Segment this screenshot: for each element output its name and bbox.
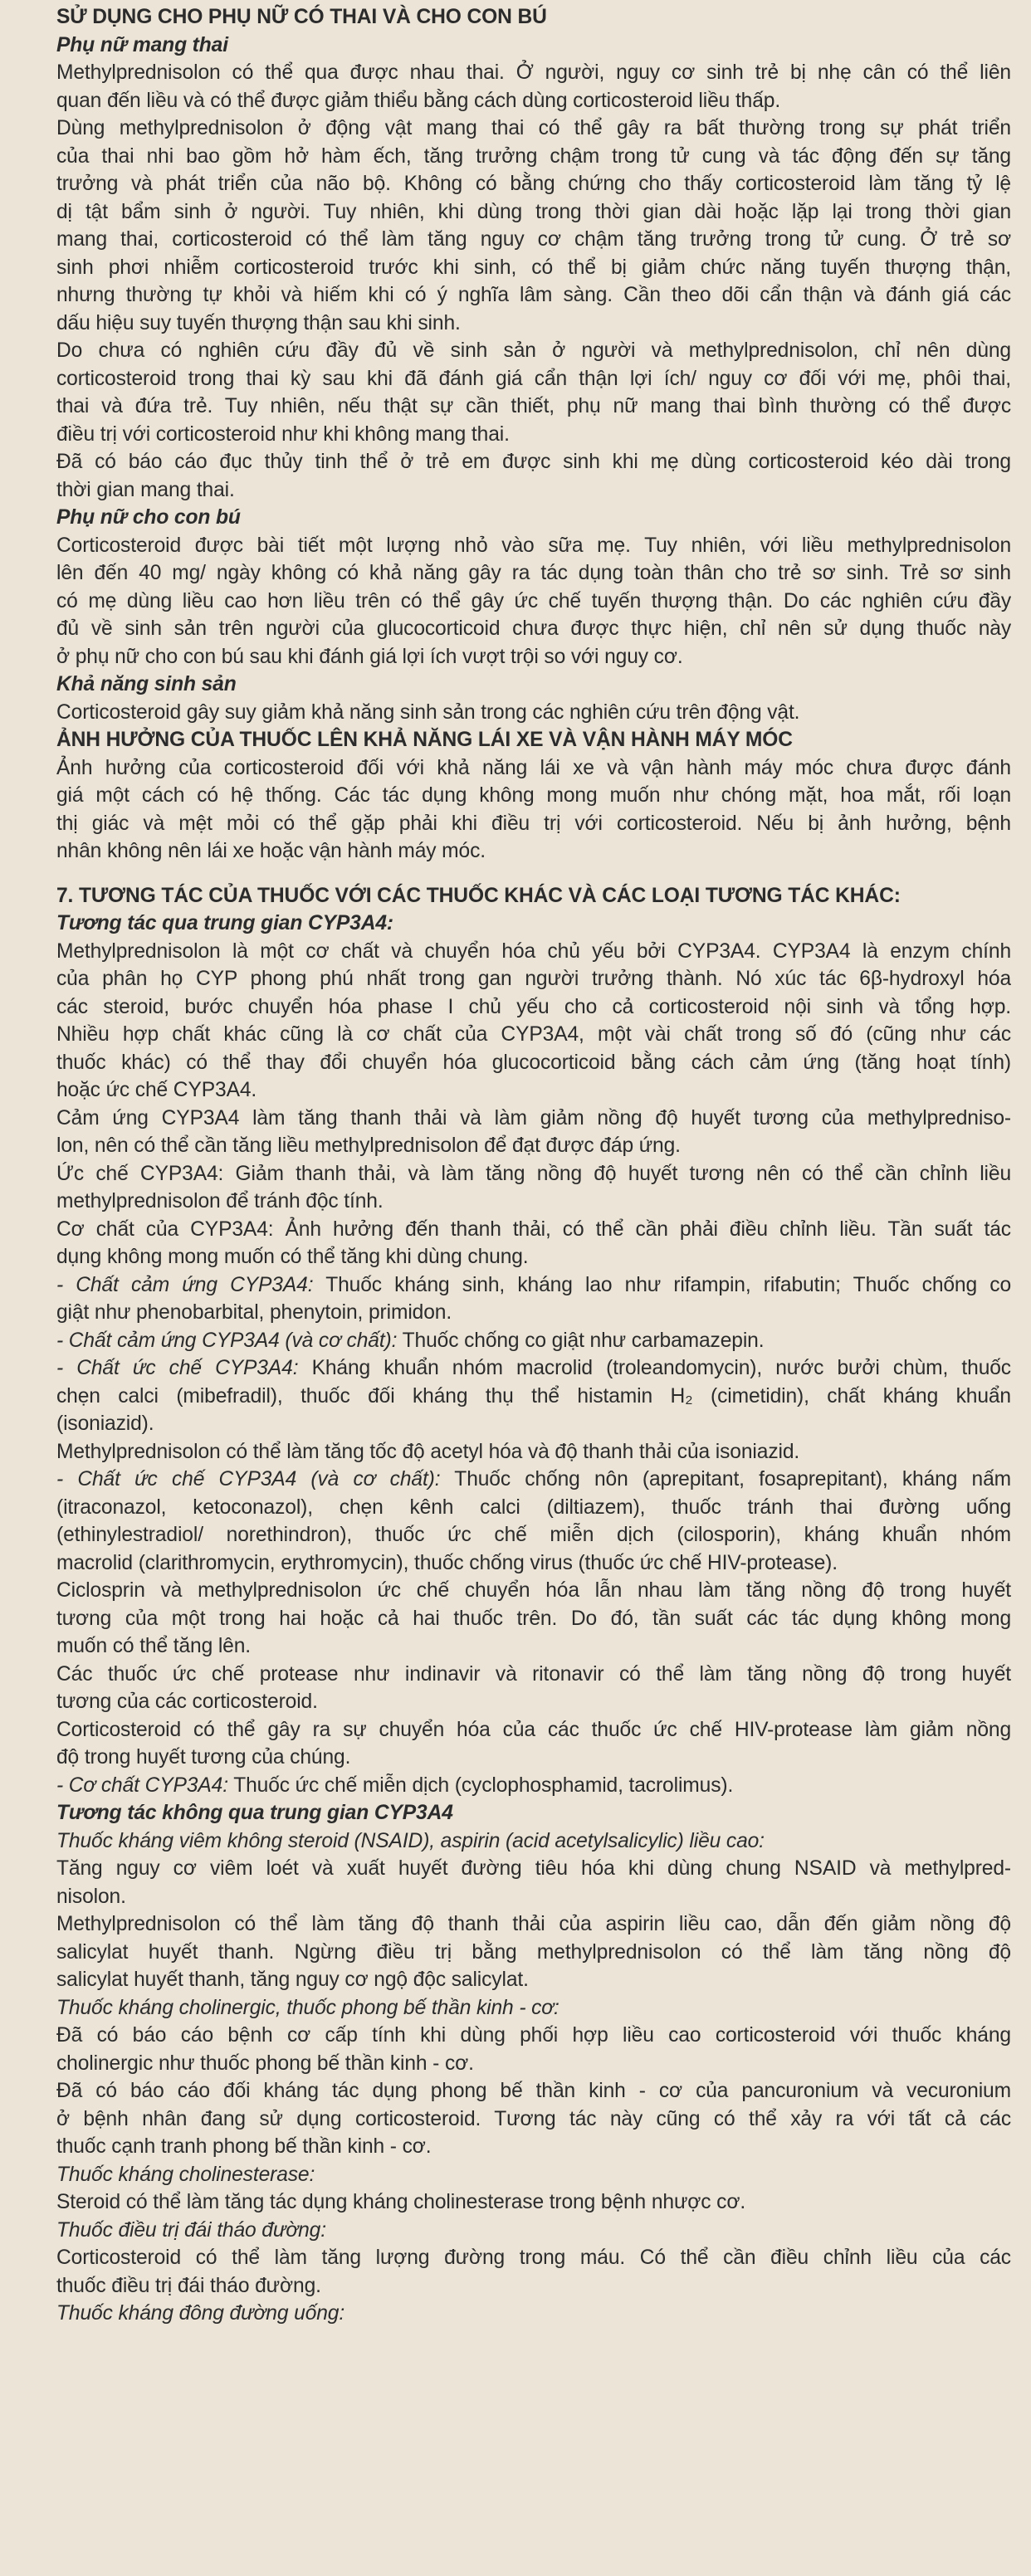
item-lead: - Chất ức chế CYP3A4:	[56, 1357, 299, 1379]
body-text-line: Methylprednisolon có thể qua được nhau thai. Ở người, nguy cơ sinh trẻ bị nhẹ cân có thể liên	[56, 61, 1011, 84]
body-text-line: lon, nên có thể cần tăng liều methylprednisolon để đạt được đáp ứng.	[56, 1134, 681, 1157]
italic-subheading: Thuốc kháng cholinergic, thuốc phong bế thần kinh - cơ:	[56, 1996, 559, 2019]
body-text-line: nisolon.	[56, 1885, 126, 1908]
body-text-line: Đã có báo cáo bệnh cơ cấp tính khi dùng phối hợp liều cao corticosteroid với thuốc kháng	[56, 2024, 1011, 2047]
body-text-line: hoặc ức chế CYP3A4.	[56, 1079, 257, 1101]
item-text: Thuốc chống co giật như carbamazepin.	[397, 1329, 765, 1352]
subsection-heading: Tương tác không qua trung gian CYP3A4	[56, 1802, 453, 1824]
body-text-line: macrolid (clarithromycin, erythromycin), thuốc chống virus (thuốc ức chế HIV-protease).	[56, 1551, 838, 1574]
body-text-line: Corticosteroid gây suy giảm khả năng sinh sản trong các nghiên cứu trên động vật.	[56, 700, 800, 724]
body-text-line: tương của các corticosteroid.	[56, 1690, 318, 1713]
body-text-line: đủ về sinh sản trên người của glucocorticoid chưa được thực hiện, chỉ nên sử dụng thuốc này	[56, 617, 1011, 640]
body-text-line: các steroid, bước chuyển hóa phase I chủ yếu cho cả corticosteroid nội sinh và tổng hợp.	[56, 995, 1011, 1018]
body-text-line: mang thai, corticosteroid có thể làm tăng nguy cơ chậm tăng trưởng trong tử cung. Ở trẻ sơ	[56, 228, 1011, 251]
section-heading: ẢNH HƯỞNG CỦA THUỐC LÊN KHẢ NĂNG LÁI XE VÀ VẬN HÀNH MÁY MÓC	[56, 729, 793, 751]
body-text-line: dị tật bẩm sinh ở người. Tuy nhiên, khi dùng trong thời gian dài hoặc lặp lại trong thời gian	[56, 200, 1011, 223]
item-lead: - Chất ức chế CYP3A4 (và cơ chất):	[56, 1468, 441, 1490]
body-text-line: thuốc điều trị đái tháo đường.	[56, 2274, 321, 2297]
section-gap	[56, 866, 1011, 882]
item-text: Thuốc ức chế miễn dịch (cyclophosphamid, tacrolimus).	[227, 1773, 734, 1797]
body-text-line: Corticosteroid được bài tiết một lượng nhỏ vào sữa mẹ. Tuy nhiên, với liều methylprednisolon	[56, 534, 1011, 557]
body-text-line: Corticosteroid có thể làm tăng lượng đường trong máu. Có thể cần điều chỉnh liều của các	[56, 2247, 1011, 2269]
body-text-line: tương của một trong hai hoặc cả hai thuốc trên. Do đó, tần suất các tác dụng không mong	[56, 1607, 1011, 1630]
section-heading: SỬ DỤNG CHO PHỤ NỮ CÓ THAI VÀ CHO CON BÚ	[56, 6, 547, 28]
item-text: Thuốc chống nôn (aprepitant, fosaprepitant), kháng nấm	[440, 1468, 1011, 1490]
italic-subheading: Thuốc kháng đông đường uống:	[56, 2302, 345, 2325]
body-text-line: (isoniazid).	[56, 1412, 154, 1435]
body-text-line: ở phụ nữ cho con bú sau khi đánh giá lợi ích vượt trội so với nguy cơ.	[56, 645, 683, 668]
body-text-line: (itraconazol, ketoconazol), chẹn kênh calci (diltiazem), thuốc tránh thai đường uống	[56, 1495, 1011, 1519]
italic-subheading: Thuốc kháng cholinesterase:	[56, 2163, 315, 2186]
item-lead: - Cơ chất CYP3A4:	[56, 1773, 228, 1797]
body-text-line: muốn có thể tăng lên.	[56, 1635, 252, 1657]
body-text-line: (ethinylestradiol/ norethindron), thuốc ức chế miễn dịch (cilosporin), kháng khuẩn nhóm	[56, 1524, 1011, 1546]
body-text-line: thai và đứa trẻ. Tuy nhiên, nếu thật sự cần thiết, phụ nữ mang thai bình thường có thể được	[56, 395, 1011, 417]
body-text-line: Ức chế CYP3A4: Giảm thanh thải, và làm tăng nồng độ huyết tương nên có thể cần chỉnh liều	[56, 1162, 1011, 1185]
body-text-line: Do chưa có nghiên cứu đầy đủ về sinh sản ở người và methylprednisolon, chỉ nên dùng	[56, 339, 1011, 362]
body-text-line: Methylprednisolon có thể làm tăng tốc độ acetyl hóa và độ thanh thải của isoniazid.	[56, 1440, 800, 1463]
body-text-line: cholinergic như thuốc phong bế thần kinh - cơ.	[56, 2052, 474, 2075]
body-text-line: Corticosteroid có thể gây ra sự chuyển hóa của các thuốc ức chế HIV-protease làm giảm nồng	[56, 1718, 1011, 1741]
item-lead: - Chất cảm ứng CYP3A4 (và cơ chất):	[56, 1329, 398, 1352]
body-text-line: nhân không nên lái xe hoặc vận hành máy móc.	[56, 840, 486, 862]
body-text-line: lên đến 40 mg/ ngày không có khả năng gây ra tác dụng toàn thân cho trẻ sơ sinh. Trẻ sơ sinh	[56, 562, 1011, 584]
body-text-line: Methylprednisolon là một cơ chất và chuyển hóa chủ yếu bởi CYP3A4. CYP3A4 là enzym chính	[56, 939, 1011, 963]
body-text-line: dấu hiệu suy tuyến thượng thận sau khi sinh.	[56, 311, 461, 334]
body-text-line: salicylat huyết thanh, tăng nguy cơ ngộ độc salicylat.	[56, 1969, 529, 1991]
body-text-line: methylprednisolon để tránh độc tính.	[56, 1190, 384, 1212]
body-text-line: giá một cách có hệ thống. Các tác dụng không mong muốn như chóng mặt, hoa mắt, rối loạn	[56, 784, 1011, 807]
body-text-line: salicylat huyết thanh. Ngừng điều trị bằng methylprednisolon có thể làm tăng nồng độ	[56, 1940, 1011, 1964]
item-text: Kháng khuẩn nhóm macrolid (troleandomycin), nước bưởi chùm, thuốc	[298, 1357, 1011, 1379]
italic-subheading: Thuốc kháng viêm không steroid (NSAID), aspirin (acid acetylsalicylic) liều cao:	[56, 1829, 765, 1852]
body-text-line: của phân họ CYP phong phú nhất trong gan người trưởng thành. Nó xúc tác 6β-hydroxyl hóa	[56, 968, 1011, 990]
body-text-line: giật như phenobarbital, phenytoin, primidon.	[56, 1301, 452, 1324]
body-text-line	[56, 1772, 1011, 1800]
body-text-line: nhưng thường tự khỏi và hiếm khi có ý nghĩa lâm sàng. Cần theo dõi cẩn thận và đánh giá các	[56, 284, 1011, 306]
body-text-line: Dùng methylprednisolon ở động vật mang thai có thể gây ra bất thường trong sự phát triển	[56, 117, 1011, 139]
body-text-line: Ảnh hưởng của corticosteroid đối với khả năng lái xe và vận hành máy móc chưa được đánh	[56, 756, 1011, 779]
item-lead: - Chất cảm ứng CYP3A4:	[56, 1273, 314, 1296]
body-text-line: độ trong huyết tương của chúng.	[56, 1746, 351, 1769]
body-text-line: Cơ chất của CYP3A4: Ảnh hưởng đến thanh thải, có thể cần phải điều chỉnh liều. Tần suất tác	[56, 1217, 1011, 1241]
subsection-heading: Phụ nữ cho con bú	[56, 506, 241, 529]
body-text-line	[56, 1354, 1011, 1383]
body-text-line: thuốc khác) có thể thay đổi chuyển hóa glucocorticoid bằng cách cảm ứng (tăng hoạt tính)	[56, 1051, 1011, 1074]
body-text-line: thời gian mang thai.	[56, 478, 235, 501]
body-text-line: Cảm ứng CYP3A4 làm tăng thanh thải và làm giảm nồng độ huyết tương của methylpredniso-	[56, 1106, 1011, 1129]
body-text-line: Ciclosprin và methylprednisolon ức chế chuyển hóa lẫn nhau làm tăng nồng độ trong huyết	[56, 1579, 1011, 1602]
subsection-heading: Khả năng sinh sản	[56, 673, 237, 695]
body-text-line: Tăng nguy cơ viêm loét và xuất huyết đường tiêu hóa khi dùng chung NSAID và methylpred-	[56, 1857, 1011, 1880]
body-text-line	[56, 1466, 1011, 1494]
section-heading: 7. TƯƠNG TÁC CỦA THUỐC VỚI CÁC THUỐC KHÁC VÀ CÁC LOẠI TƯƠNG TÁC KHÁC:	[56, 884, 901, 907]
item-text: Thuốc kháng sinh, kháng lao như rifampin, rifabutin; Thuốc chống co	[313, 1273, 1011, 1296]
body-text-line: corticosteroid trong thai kỳ sau khi đã đánh giá cẩn thận lợi ích/ nguy cơ đối với mẹ, phôi thai,	[56, 367, 1011, 390]
body-text-line: Đã có báo cáo đối kháng tác dụng phong bế thần kinh - cơ của pancuronium và vecuronium	[56, 2080, 1011, 2102]
body-text-line: chẹn calci (mibefradil), thuốc đối kháng thụ thể histamin H₂ (cimetidin), chất kháng khuẩn	[56, 1384, 1011, 1408]
body-text-line	[56, 1327, 1011, 1355]
body-text-line: Steroid có thể làm tăng tác dụng kháng cholinesterase trong bệnh nhược cơ.	[56, 2191, 746, 2213]
body-text-line: Đã có báo cáo đục thủy tinh thể ở trẻ em được sinh khi mẹ dùng corticosteroid kéo dài trong	[56, 451, 1011, 473]
body-text-line: của thai nhi bao gồm hở hàm ếch, tăng trưởng chậm trong tử cung và tác động đến sự tăng	[56, 144, 1011, 168]
body-text-line: Các thuốc ức chế protease như indinavir và ritonavir có thể làm tăng nồng độ trong huyết	[56, 1662, 1011, 1686]
body-text-line: sinh phơi nhiễm corticosteroid trước khi sinh, có thể bị giảm chức năng tuyến thượng thận,	[56, 256, 1011, 279]
body-text-line: ở bệnh nhân đang sử dụng corticosteroid. Tương tác này cũng có thể xảy ra với tất cả các	[56, 2107, 1011, 2130]
body-text-line: thuốc cạnh tranh phong bế thần kinh - cơ.	[56, 2135, 432, 2158]
body-text-line: điều trị với corticosteroid như khi không mang thai.	[56, 422, 510, 446]
body-text-line: quan đến liều và có thể được giảm thiểu bằng cách dùng corticosteroid liều thấp.	[56, 89, 781, 112]
body-text-line: dụng không mong muốn có thể tăng khi dùng chung.	[56, 1246, 529, 1268]
body-text-line: thị giác và mệt mỏi có thể gặp phải khi điều trị với corticosteroid. Nếu bị ảnh hưởng, bệnh	[56, 812, 1011, 835]
body-text-line: Nhiều hợp chất khác cũng là cơ chất của CYP3A4, một vài chất trong số đó (cũng như các	[56, 1023, 1011, 1046]
body-text-line	[56, 1271, 1011, 1300]
subsection-heading: Tương tác qua trung gian CYP3A4:	[56, 912, 393, 934]
body-text-line: trưởng và phát triển của não bộ. Không có bằng chứng cho thấy corticosteroid làm tăng tỷ lệ	[56, 173, 1011, 195]
italic-subheading: Thuốc điều trị đái tháo đường:	[56, 2218, 326, 2242]
body-text-line: có mẹ dùng liều cao hơn liều trên có thể gây ức chế tuyến thượng thận. Do các nghiên cứu đầy	[56, 589, 1011, 612]
body-text-line: Methylprednisolon có thể làm tăng độ thanh thải của aspirin liều cao, dẫn đến giảm nồng độ	[56, 1913, 1011, 1935]
subsection-heading: Phụ nữ mang thai	[56, 33, 228, 56]
